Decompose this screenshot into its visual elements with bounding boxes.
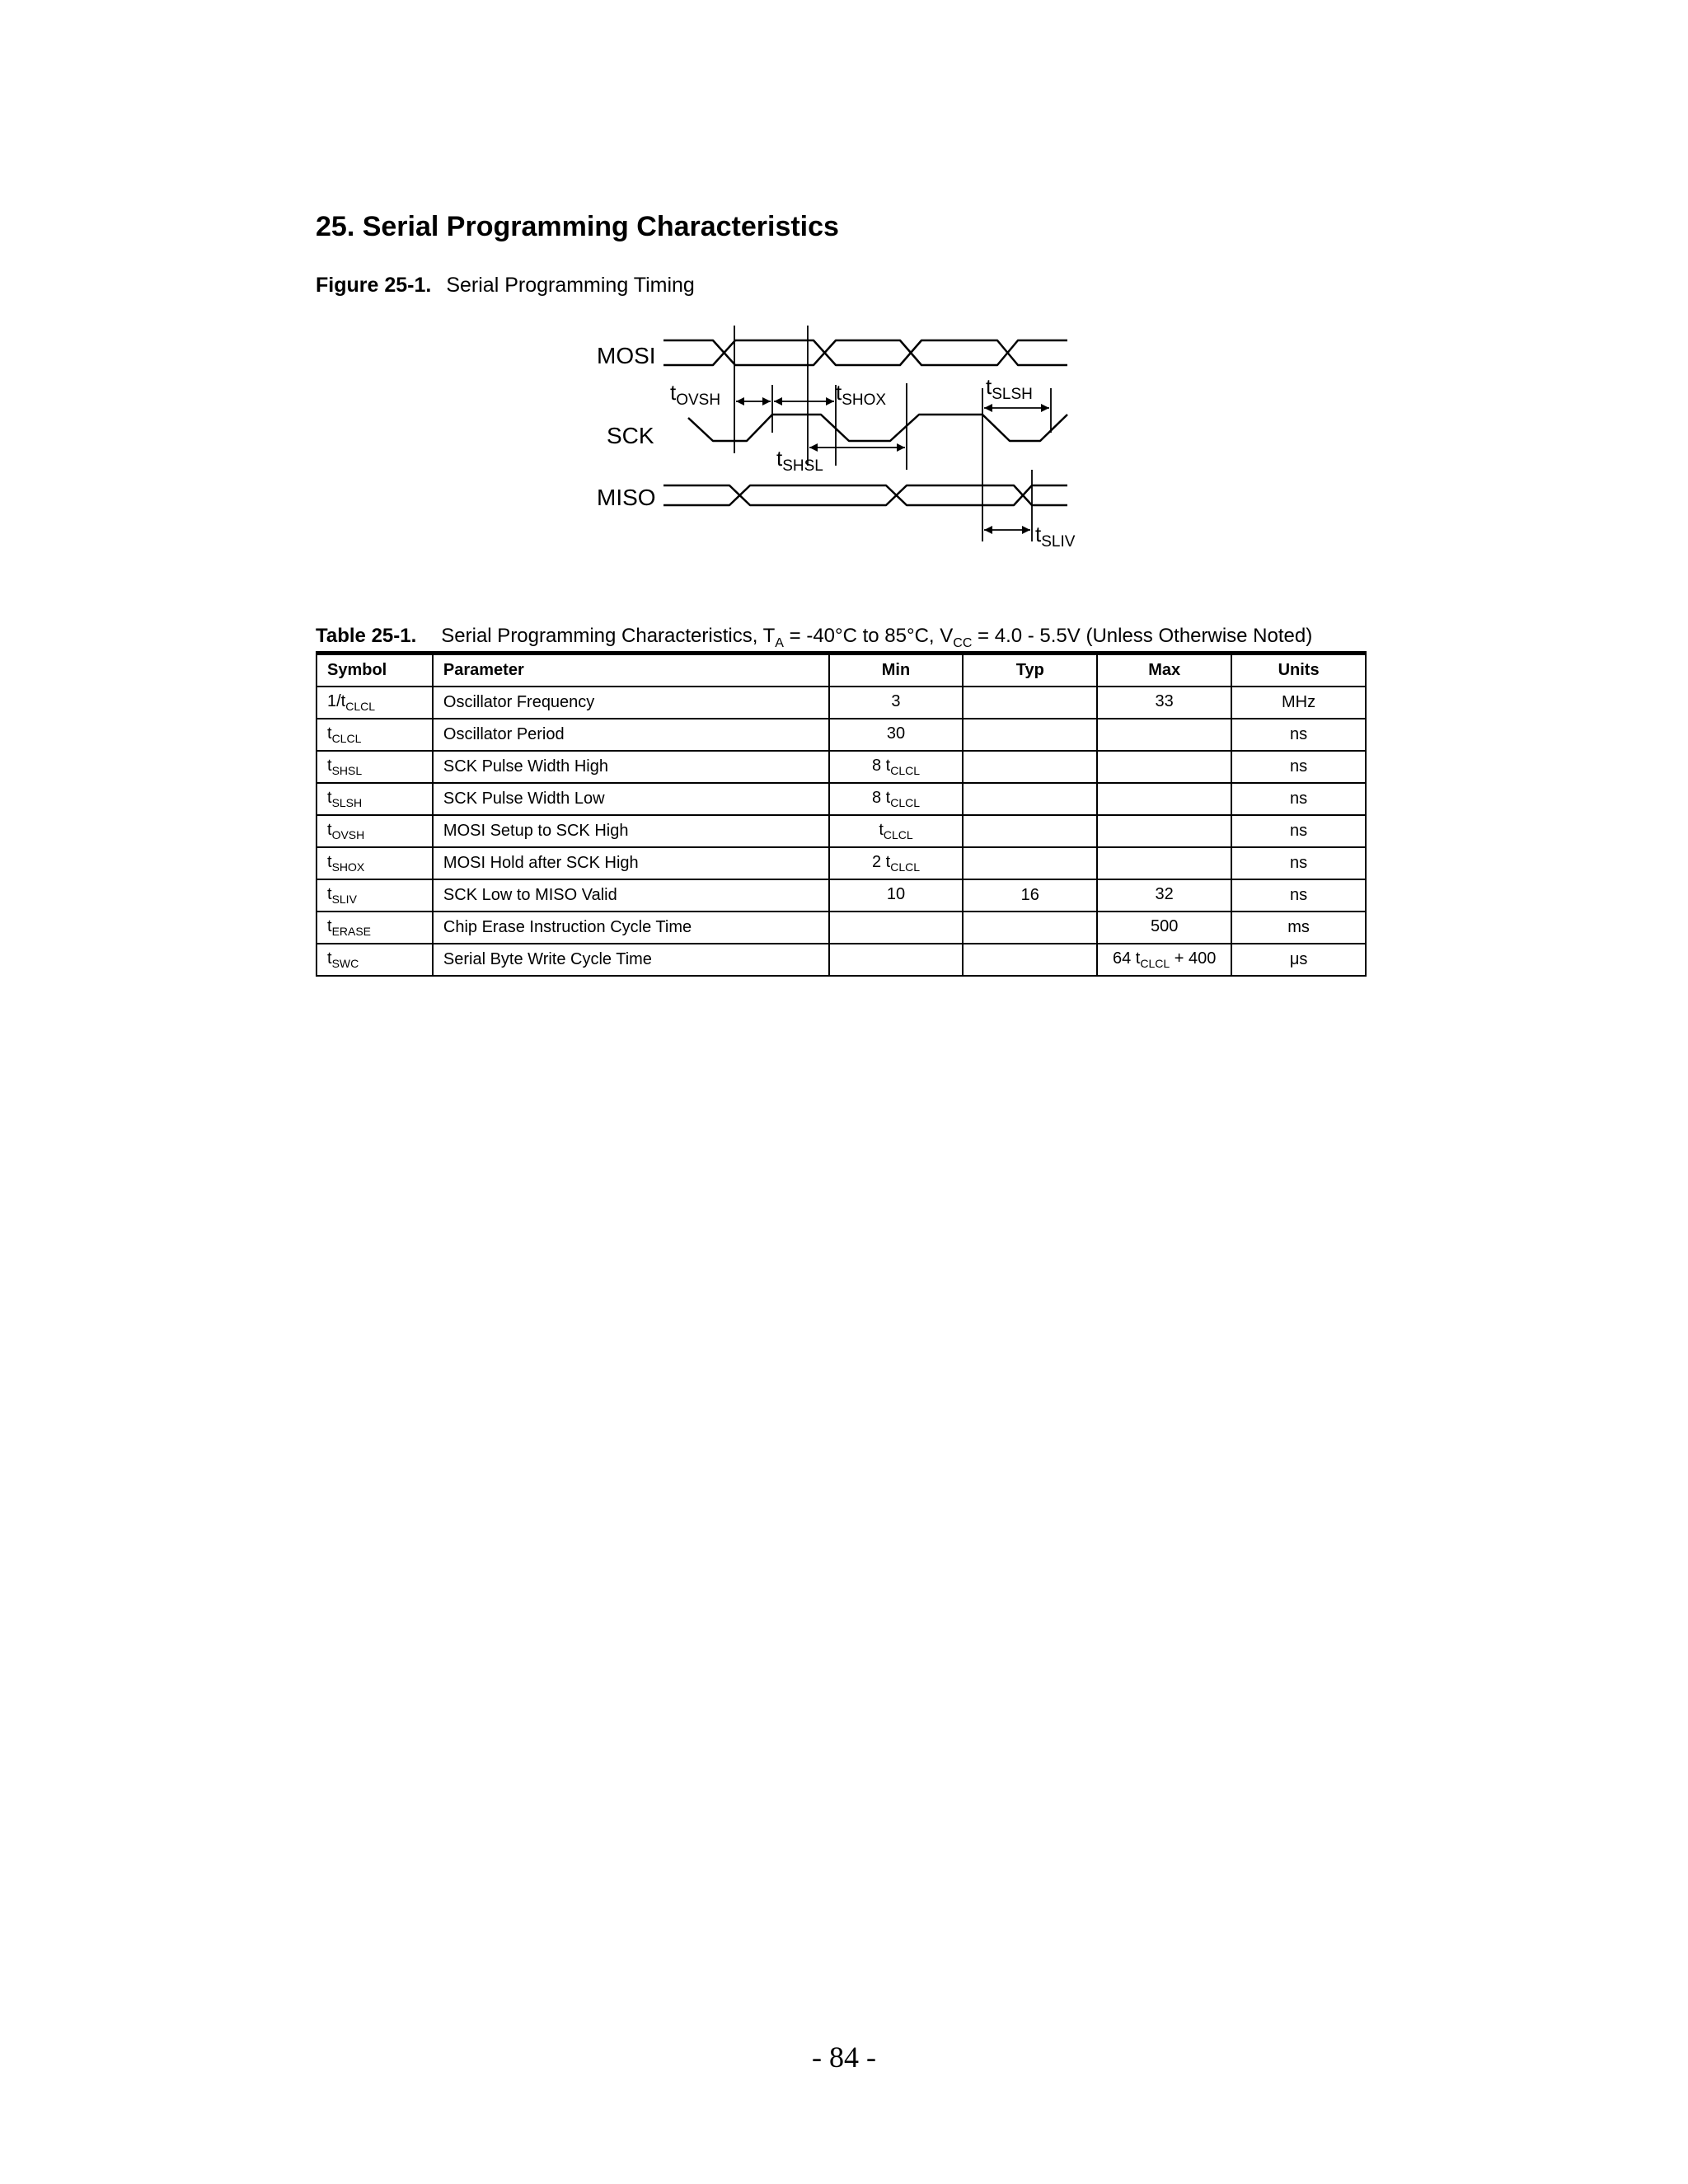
max-value: 64 t bbox=[1113, 949, 1141, 968]
symbol-base: t bbox=[327, 917, 332, 935]
cell-parameter: SCK Pulse Width Low bbox=[433, 783, 829, 815]
cell-max bbox=[1097, 944, 1231, 976]
min-sub: CLCL bbox=[883, 828, 913, 841]
symbol-sub: SHSL bbox=[331, 764, 363, 777]
cell-units: ns bbox=[1231, 751, 1366, 783]
symbol-base: t bbox=[327, 724, 332, 743]
miso-waveform-complement bbox=[663, 485, 1067, 505]
cell-min bbox=[829, 879, 964, 912]
table-row bbox=[316, 719, 1366, 751]
cell-parameter: Serial Byte Write Cycle Time bbox=[433, 944, 829, 976]
cell-units: ns bbox=[1231, 879, 1366, 912]
cell-symbol bbox=[316, 751, 433, 783]
min-value: 10 bbox=[886, 885, 906, 903]
cell-typ bbox=[963, 751, 1097, 783]
table-label: Table 25-1. bbox=[316, 625, 417, 647]
figure-label: Figure 25-1. bbox=[316, 274, 432, 297]
cell-units: ns bbox=[1231, 719, 1366, 751]
figure-caption-text: Serial Programming Timing bbox=[446, 274, 695, 297]
cell-min bbox=[829, 719, 964, 751]
cell-typ bbox=[963, 815, 1097, 847]
table-row bbox=[316, 912, 1366, 944]
cell-max bbox=[1097, 783, 1231, 815]
table-caption bbox=[316, 625, 1312, 651]
cell-max bbox=[1097, 687, 1231, 719]
page-number: - 84 - bbox=[812, 2041, 876, 2074]
symbol-sub: SLIV bbox=[331, 893, 357, 906]
tovsh-label: $t_{OVSH}$ bbox=[670, 380, 721, 409]
figure-caption bbox=[316, 274, 695, 298]
cell-parameter: MOSI Hold after SCK High bbox=[433, 847, 829, 879]
max-post: + 400 bbox=[1170, 949, 1217, 968]
miso-label: MISO bbox=[597, 485, 656, 510]
cell-typ: 16 bbox=[963, 879, 1097, 912]
cell-parameter: MOSI Setup to SCK High bbox=[433, 815, 829, 847]
cell-units: ms bbox=[1231, 912, 1366, 944]
table-row bbox=[316, 815, 1366, 847]
mosi-waveform-complement bbox=[663, 340, 1067, 365]
max-value: 33 bbox=[1155, 692, 1174, 710]
sck-waveform bbox=[688, 415, 1067, 441]
mosi-label: MOSI bbox=[597, 343, 656, 368]
cell-max bbox=[1097, 815, 1231, 847]
symbol-base: t bbox=[327, 949, 332, 968]
symbol-sub: OVSH bbox=[331, 828, 365, 841]
section-number: 25. bbox=[316, 211, 355, 242]
caption-sub: A bbox=[775, 636, 784, 650]
spec-table bbox=[316, 651, 1367, 977]
tslsh-label: $t_{SLSH}$ bbox=[986, 374, 1033, 403]
cell-parameter: Chip Erase Instruction Cycle Time bbox=[433, 912, 829, 944]
caption-sub: CC bbox=[953, 636, 973, 650]
cell-max bbox=[1097, 847, 1231, 879]
section-title bbox=[316, 211, 839, 243]
min-value: 2 t bbox=[871, 853, 891, 871]
min-sub: CLCL bbox=[890, 764, 921, 777]
symbol-base: t bbox=[327, 821, 332, 839]
symbol-sub: SHOX bbox=[331, 860, 365, 874]
table-row bbox=[316, 751, 1366, 783]
min-sub: CLCL bbox=[890, 860, 921, 874]
caption-part: = 4.0 - 5.5V (Unless Otherwise Noted) bbox=[972, 625, 1313, 647]
cell-symbol bbox=[316, 719, 433, 751]
symbol-base: t bbox=[327, 885, 332, 903]
cell-min bbox=[829, 847, 964, 879]
max-value: 32 bbox=[1155, 885, 1174, 903]
cell-min bbox=[829, 783, 964, 815]
symbol-sub: CLCL bbox=[345, 700, 376, 713]
cell-symbol bbox=[316, 687, 433, 719]
tshsl-label: $t_{SHSL}$ bbox=[776, 446, 823, 475]
table-row bbox=[316, 783, 1366, 815]
table-row bbox=[316, 879, 1366, 912]
symbol-base: t bbox=[327, 757, 332, 775]
cell-min bbox=[829, 815, 964, 847]
cell-parameter: Oscillator Frequency bbox=[433, 687, 829, 719]
cell-min bbox=[829, 687, 964, 719]
cell-symbol bbox=[316, 879, 433, 912]
header-typ: Typ bbox=[963, 654, 1097, 687]
cell-max bbox=[1097, 912, 1231, 944]
min-value: t bbox=[879, 821, 884, 839]
caption-part: = -40°C to 85°C, V bbox=[783, 625, 954, 647]
table-row bbox=[316, 687, 1366, 719]
cell-max bbox=[1097, 751, 1231, 783]
cell-typ bbox=[963, 687, 1097, 719]
cell-units: ns bbox=[1231, 847, 1366, 879]
max-value: 500 bbox=[1150, 917, 1179, 935]
cell-typ bbox=[963, 783, 1097, 815]
cell-min bbox=[829, 912, 964, 944]
header-symbol: Symbol bbox=[316, 654, 433, 687]
min-value: 8 t bbox=[871, 789, 891, 807]
symbol-sub: CLCL bbox=[331, 732, 362, 745]
symbol-sub: ERASE bbox=[331, 925, 372, 938]
symbol-base: 1/t bbox=[327, 692, 346, 710]
header-parameter: Parameter bbox=[433, 654, 829, 687]
symbol-sub: SWC bbox=[331, 957, 359, 970]
table-row bbox=[316, 944, 1366, 976]
max-sub: CLCL bbox=[1140, 957, 1170, 970]
sck-label: SCK bbox=[607, 423, 654, 448]
table-header-row bbox=[316, 654, 1366, 687]
min-value: 8 t bbox=[871, 757, 891, 775]
cell-symbol bbox=[316, 912, 433, 944]
cell-parameter: SCK Pulse Width High bbox=[433, 751, 829, 783]
symbol-base: t bbox=[327, 853, 332, 871]
cell-max bbox=[1097, 879, 1231, 912]
min-value: 3 bbox=[891, 692, 901, 710]
cell-typ bbox=[963, 944, 1097, 976]
cell-parameter: Oscillator Period bbox=[433, 719, 829, 751]
cell-symbol bbox=[316, 944, 433, 976]
cell-units: MHz bbox=[1231, 687, 1366, 719]
timing-diagram bbox=[577, 326, 1104, 565]
caption-part: Serial Programming Characteristics, T bbox=[441, 625, 776, 647]
header-max: Max bbox=[1097, 654, 1231, 687]
cell-symbol bbox=[316, 847, 433, 879]
miso-waveform bbox=[663, 485, 1067, 505]
cell-symbol bbox=[316, 815, 433, 847]
min-value: 30 bbox=[886, 724, 906, 743]
header-units: Units bbox=[1231, 654, 1366, 687]
cell-min bbox=[829, 944, 964, 976]
min-sub: CLCL bbox=[890, 796, 921, 809]
symbol-sub: SLSH bbox=[331, 796, 363, 809]
cell-max bbox=[1097, 719, 1231, 751]
cell-units: μs bbox=[1231, 944, 1366, 976]
cell-min bbox=[829, 751, 964, 783]
cell-typ bbox=[963, 847, 1097, 879]
tshox-label: $t_{SHOX}$ bbox=[836, 380, 887, 409]
tsliv-label: $t_{SLIV}$ bbox=[1035, 522, 1076, 551]
cell-units: ns bbox=[1231, 783, 1366, 815]
cell-typ bbox=[963, 912, 1097, 944]
symbol-base: t bbox=[327, 789, 332, 807]
cell-symbol bbox=[316, 783, 433, 815]
header-min: Min bbox=[829, 654, 964, 687]
table-row bbox=[316, 847, 1366, 879]
cell-units: ns bbox=[1231, 815, 1366, 847]
cell-parameter: SCK Low to MISO Valid bbox=[433, 879, 829, 912]
section-title-text: Serial Programming Characteristics bbox=[362, 211, 839, 242]
cell-typ bbox=[963, 719, 1097, 751]
